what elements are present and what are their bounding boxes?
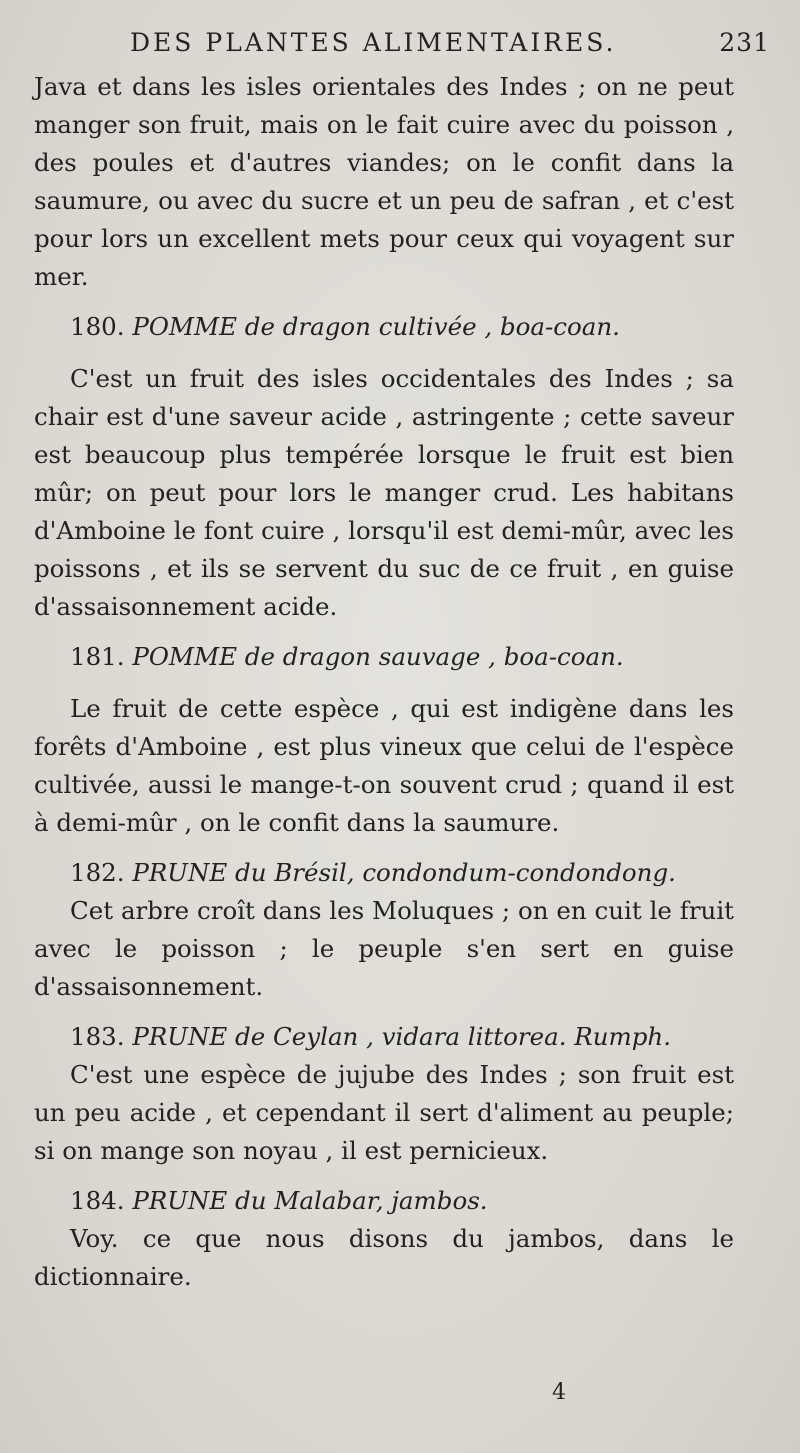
entry-name: PRUNE de Ceylan , vidara littorea. Rumph. [132,1022,671,1051]
paragraph: Voy. ce que nous disons du jambos, dans le dictionnaire. [34,1224,734,1291]
page-number: 231 [719,28,770,57]
entry-number: 184. [70,1186,125,1215]
entry-heading [34,638,734,676]
entry-heading [34,1182,734,1220]
body-text [34,68,734,1296]
entry-number: 183. [70,1022,125,1051]
paragraph-continuation: Java et dans les isles orientales des Indes ; on ne peut manger son fruit, mais on le fait cuire avec du poisson , des poules et d'autres viandes; on le confit dans la saumure, ou avec du sucre et un peu de safran , et c'est pour lors un excellent mets pour ceux qui voyagent sur mer. [34,72,734,291]
entry-name: POMME de dragon sauvage , boa-coan. [132,642,624,671]
printer-signature-mark: 4 [552,1380,566,1405]
entry-number: 181. [70,642,125,671]
entry-name: PRUNE du Malabar, jambos. [132,1186,488,1215]
paragraph: Cet arbre croît dans les Moluques ; on en cuit le fruit avec le poisson ; le peuple s'en sert en guise d'assaisonnement. [34,896,734,1001]
entry-number: 180. [70,312,125,341]
entry-name: PRUNE du Brésil, condondum-condondong. [132,858,676,887]
entry-heading [34,1018,734,1056]
entry-heading [34,854,734,892]
running-header [130,28,770,57]
entry-name: POMME de dragon cultivée , boa-coan. [132,312,620,341]
paragraph: C'est une espèce de jujube des Indes ; son fruit est un peu acide , et cependant il sert d'aliment au peuple; si on mange son noyau , il est pernicieux. [34,1060,734,1165]
entry-heading [34,308,734,346]
paragraph: C'est un fruit des isles occidentales des Indes ; sa chair est d'une saveur acide , astringente ; cette saveur est beaucoup plus tempérée lorsque le fruit est bien mûr; on peut pour lors le manger crud. Les habitans d'Amboine le font cuire , lorsqu'il est demi-mûr, avec les poissons , et ils se servent du suc de ce fruit , en guise d'assaisonnement acide. [34,364,734,621]
running-title: DES PLANTES ALIMENTAIRES. [130,28,617,57]
entry-number: 182. [70,858,125,887]
paragraph: Le fruit de cette espèce , qui est indigène dans les forêts d'Amboine , est plus vineux que celui de l'espèce cultivée, aussi le mange-t-on souvent crud ; quand il est à demi-mûr , on le confit dans la saumure. [34,694,734,837]
